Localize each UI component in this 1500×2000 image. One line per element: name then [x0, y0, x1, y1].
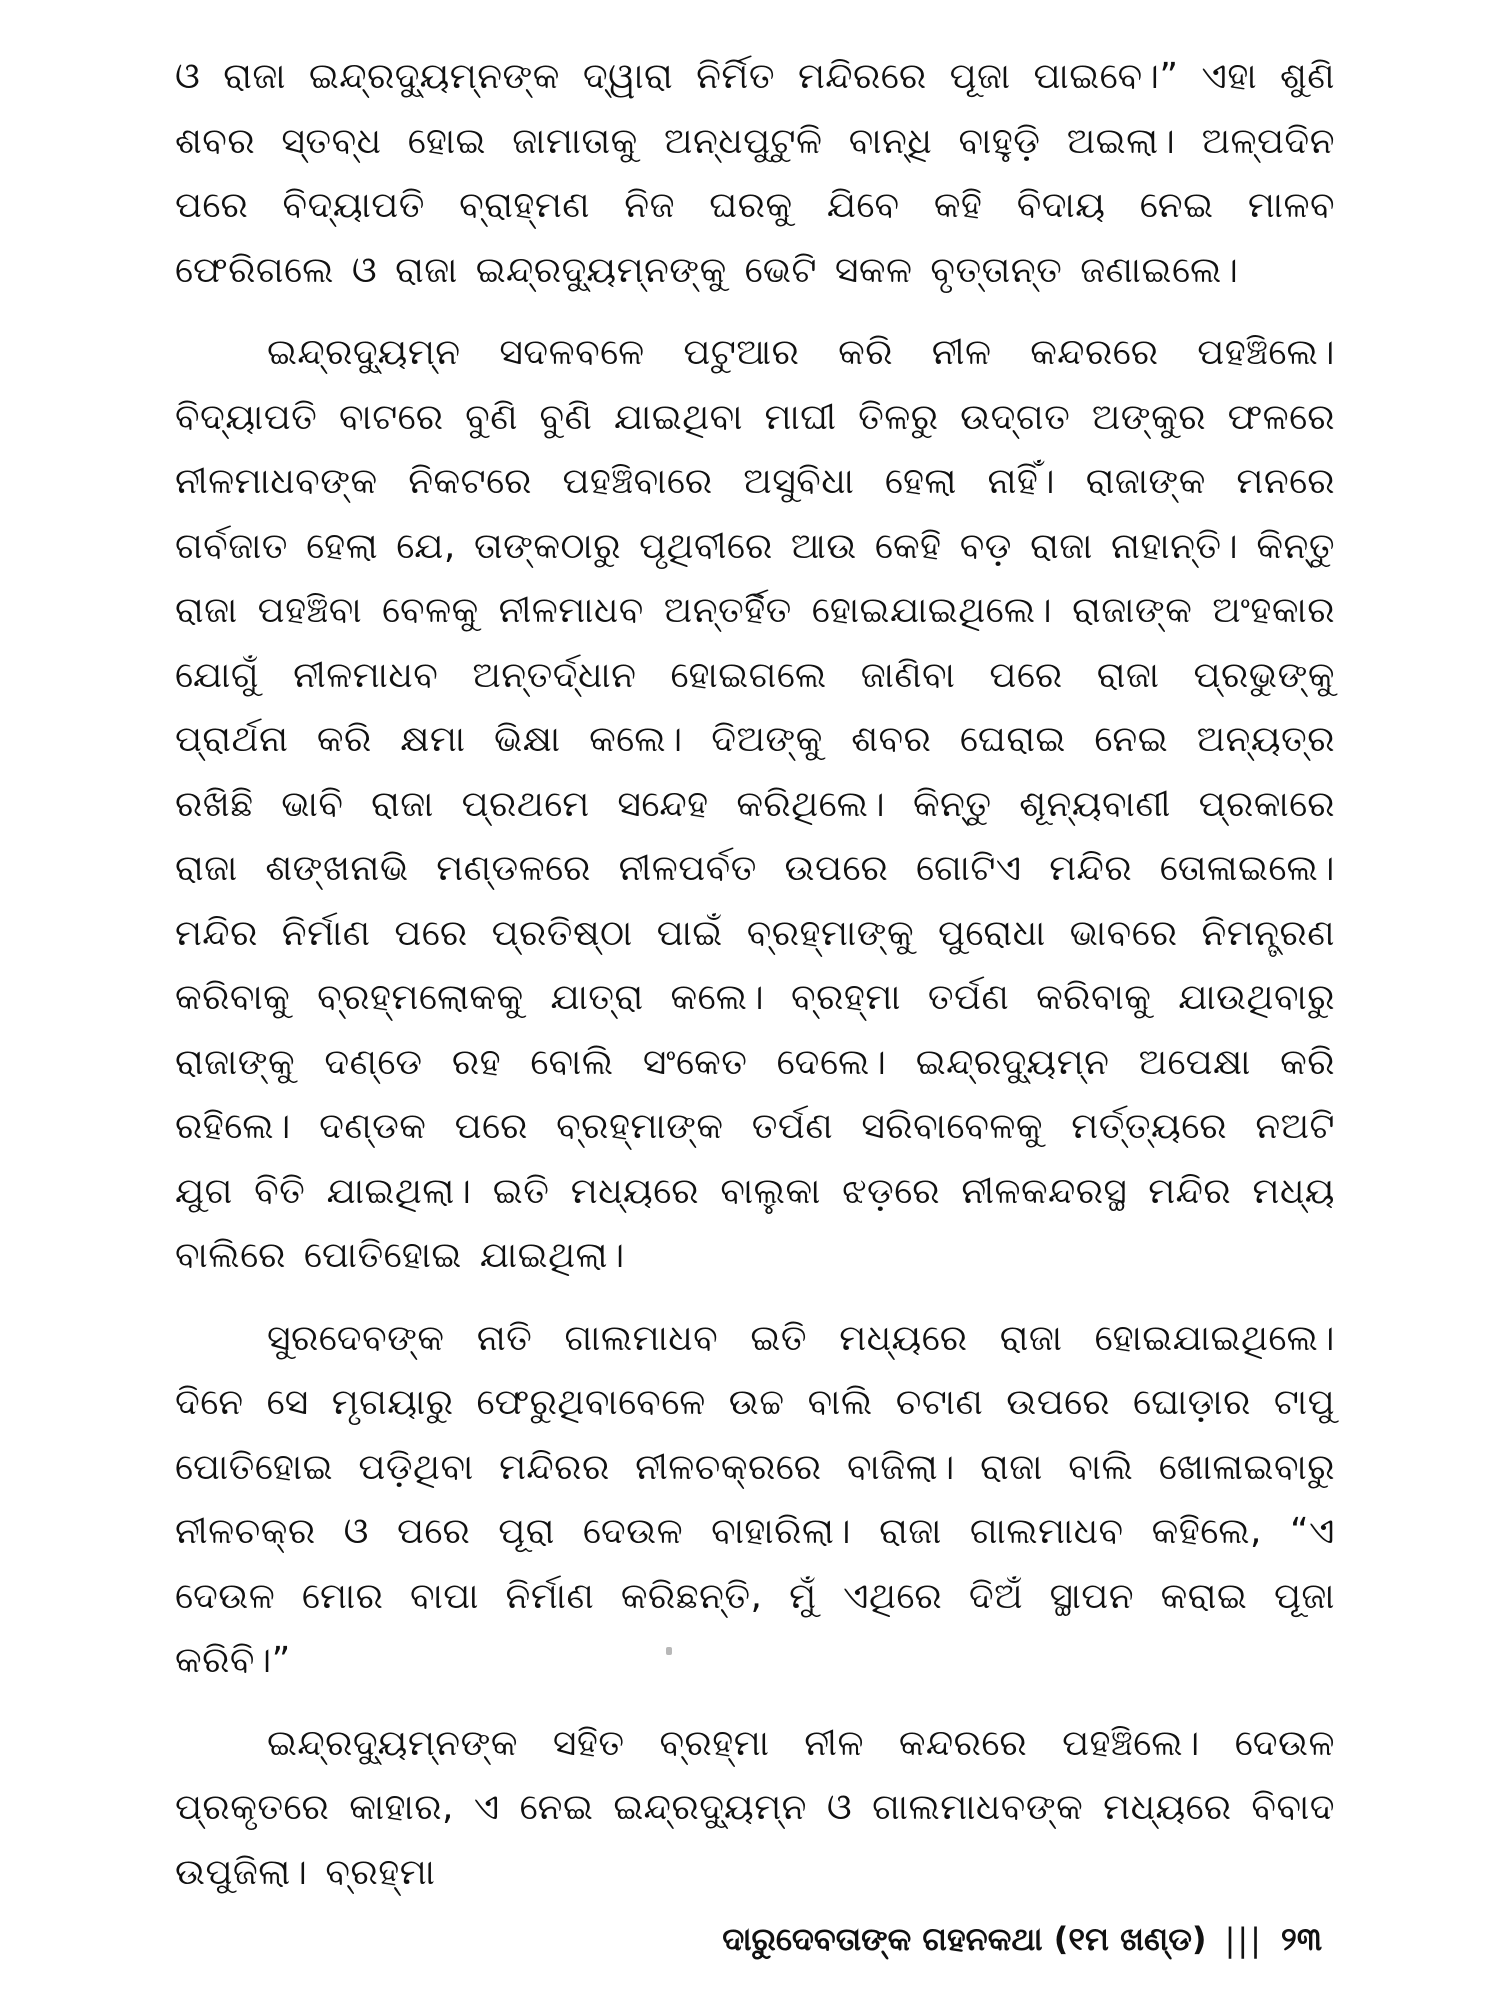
page-footer: [722, 1920, 1322, 1959]
running-title: ଦାରୁଦେବତାଙ୍କ ଗହନକଥା (୧ମ ଖଣ୍ଡ): [722, 1920, 1207, 1958]
paragraph-indradyumna-journey: ଇନ୍ଦ୍ରଦ୍ୟୁମ୍ନ ସଦଳବଳେ ପଟୁଆର କରି ନୀଳ କନ୍ଦରରେ ପହଞ୍ଚିଲେ। ବିଦ୍ୟାପତି ବାଟରେ ବୁଣି ବୁଣି ଯାଇଥିବା ମାଘୀ ତିଳରୁ ଉଦ୍‌ଗତ ଅଙ୍କୁର ଫଳରେ ନୀଳମାଧବଙ୍କ ନିକଟରେ ପହଞ୍ଚିବାରେ ଅସୁବିଧା ହେଲା ନାହିଁ। ରାଜାଙ୍କ ମନରେ ଗର୍ବଜାତ ହେଲା ଯେ, ତାଙ୍କଠାରୁ ପୃଥିବୀରେ ଆଉ କେହି ବଡ଼ ରାଜା ନାହାନ୍ତି। କିନ୍ତୁ ରାଜା ପହଞ୍ଚିବା ବେଳକୁ ନୀଳମାଧବ ଅନ୍ତର୍ହିତ ହୋଇଯାଇଥିଲେ। ରାଜାଙ୍କ ଅଂହକାର ଯୋଗୁଁ ନୀଳମାଧବ ଅନ୍ତର୍ଦ୍ଧାନ ହୋଇଗଲେ ଜାଣିବା ପରେ ରାଜା ପ୍ରଭୁଙ୍କୁ ପ୍ରାର୍ଥନା କରି କ୍ଷମା ଭିକ୍ଷା କଲେ। ଦିଅଙ୍କୁ ଶବର ଘେରାଇ ନେଇ ଅନ୍ୟତ୍ର ରଖିଛି ଭାବି ରାଜା ପ୍ରଥମେ ସନ୍ଦେହ କରିଥିଲେ। କିନ୍ତୁ ଶୂନ୍ୟବାଣୀ ପ୍ରକାରେ ରାଜା ଶଙ୍ଖନାଭି ମଣ୍ଡଳରେ ନୀଳପର୍ବତ ଉପରେ ଗୋଟିଏ ମନ୍ଦିର ତୋଳାଇଲେ। ମନ୍ଦିର ନିର୍ମାଣ ପରେ ପ୍ରତିଷ୍ଠା ପାଇଁ ବ୍ରହ୍ମାଙ୍କୁ ପୁରୋଧା ଭାବରେ ନିମନ୍ତ୍ରଣ କରିବାକୁ ବ୍ରହ୍ମଲୋକକୁ ଯାତ୍ରା କଲେ। ବ୍ରହ୍ମା ତର୍ପଣ କରିବାକୁ ଯାଉଥିବାରୁ ରାଜାଙ୍କୁ ଦଣ୍ଡେ ରହ ବୋଲି ସଂକେତ ଦେଲେ। ଇନ୍ଦ୍ରଦ୍ୟୁମ୍ନ ଅପେକ୍ଷା କରି ରହିଲେ। ଦଣ୍ଡକ ପରେ ବ୍ରହ୍ମାଙ୍କ ତର୍ପଣ ସରିବାବେଳକୁ ମର୍ତ୍ତ୍ୟରେ ନଅଟି ଯୁଗ ବିତି ଯାଇଥିଲା। ଇତି ମଧ୍ୟରେ ବାଲୁକା ଝଡ଼ରେ ନୀଳକନ୍ଦରସ୍ଥ ମନ୍ଦିର ମଧ୍ୟ ବାଲିରେ ପୋତିହୋଇ ଯାଇଥିଲା।: [175, 332, 1335, 1276]
paper-speck: [666, 1647, 672, 1655]
footer-separator: |||: [1224, 1920, 1263, 1959]
page-number: ୨୩: [1280, 1920, 1322, 1958]
paragraph-galamadhaba: ସୁରଦେବଙ୍କ ନାତି ଗାଲମାଧବ ଇତି ମଧ୍ୟରେ ରାଜା ହୋଇଯାଇଥିଲେ। ଦିନେ ସେ ମୃଗୟାରୁ ଫେରୁଥିବାବେଳେ ଉଚ୍ଚ ବାଲି ଚଟାଣ ଉପରେ ଘୋଡ଼ାର ଟାପୁ ପୋତିହୋଇ ପଡ଼ିଥିବା ମନ୍ଦିରର ନୀଳଚକ୍ରରେ ବାଜିଲା। ରାଜା ବାଲି ଖୋଳାଇବାରୁ ନୀଳଚକ୍ର ଓ ପରେ ପୂରା ଦେଉଳ ବାହାରିଲା। ରାଜା ଗାଲମାଧବ କହିଲେ, “ଏ ଦେଉଳ ମୋର ବାପା ନିର୍ମାଣ କରିଛନ୍ତି, ମୁଁ ଏଥିରେ ଦିଅଁ ସ୍ଥାପନ କରାଇ ପୂଜା କରିବି।”: [175, 1317, 1335, 1681]
page-body-text: [175, 45, 1335, 1905]
paragraph-continuation: ଓ ରାଜା ଇନ୍ଦ୍ରଦ୍ୟୁମ୍ନଙ୍କ ଦ୍ୱାରା ନିର୍ମିତ ମନ୍ଦିରରେ ପୂଜା ପାଇବେ।” ଏହା ଶୁଣି ଶବର ସ୍ତବ୍ଧ ହୋଇ ଜାମାତାକୁ ଅନ୍ଧପୁଟୁଳି ବାନ୍ଧି ବାହୁଡ଼ି ଅଇଲା। ଅଳ୍ପଦିନ ପରେ ବିଦ୍ୟାପତି ବ୍ରାହ୍ମଣ ନିଜ ଘରକୁ ଯିବେ କହି ବିଦାୟ ନେଇ ମାଳବ ଫେରିଗଲେ ଓ ରାଜା ଇନ୍ଦ୍ରଦ୍ୟୁମ୍ନଙ୍କୁ ଭେଟି ସକଳ ବୃତ୍ତାନ୍ତ ଜଣାଇଲେ।: [175, 56, 1335, 291]
paragraph-dispute: ଇନ୍ଦ୍ରଦ୍ୟୁମ୍ନଙ୍କ ସହିତ ବ୍ରହ୍ମା ନୀଳ କନ୍ଦରରେ ପହଞ୍ଚିଲେ। ଦେଉଳ ପ୍ରକୃତରେ କାହାର, ଏ ନେଇ ଇନ୍ଦ୍ରଦ୍ୟୁମ୍ନ ଓ ଗାଲମାଧବଙ୍କ ମଧ୍ୟରେ ବିବାଦ ଉପୁଜିଲା। ବ୍ରହ୍ମା: [175, 1722, 1335, 1893]
